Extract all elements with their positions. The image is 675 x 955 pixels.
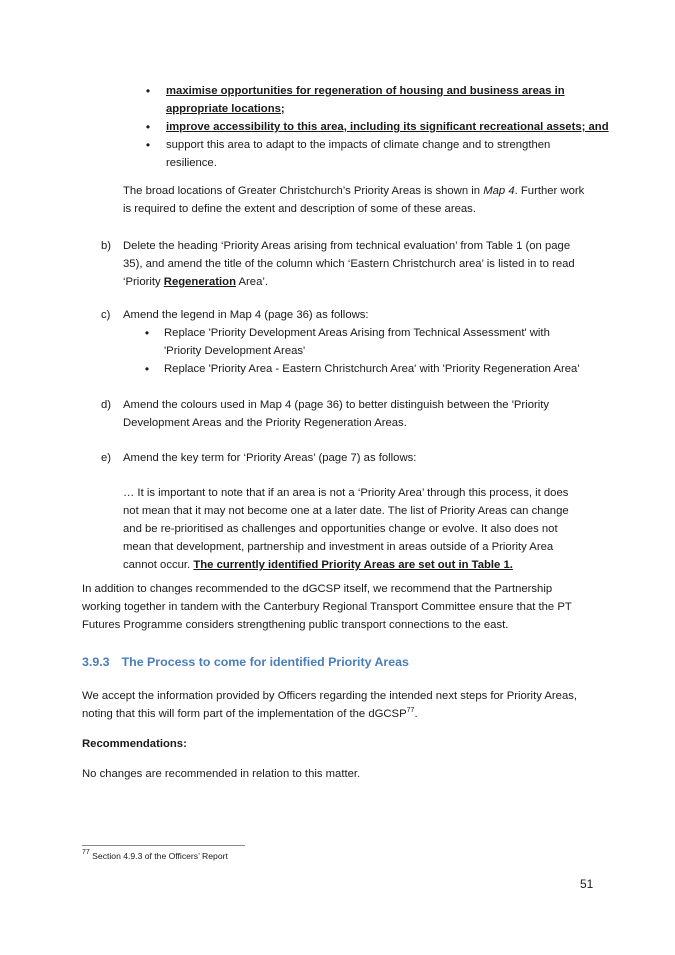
bullet-icon: • <box>145 120 151 134</box>
footnote-separator <box>82 845 245 846</box>
partnership-paragraph: In addition to changes recommended to the dGCSP itself, we recommend that the Partnership working together in tandem with the Canterbury Regional Transport Committee ensure that the PT Futures Programme considers strengthening public transport connections to the east. <box>82 583 572 631</box>
item-d-text: Amend the colours used in Map 4 (page 36) to better distinguish between the 'Priority Development Areas and the Priority Regeneration Areas. <box>123 399 550 429</box>
footnote-ref: 77 <box>406 707 415 714</box>
bullet-icon: • <box>144 362 150 376</box>
accept-paragraph: We accept the information provided by Officers regarding the intended next steps for Priority Areas, noting that this will form part of the implementation of the dGCSP$^{77}$. <box>82 690 578 720</box>
item-d-label: d) <box>101 399 112 411</box>
item-b-text: Delete the heading ‘Priority Areas arising from technical evaluation’ from Table 1 (on page 35), and amend the title of the column which ‘Eastern Christchurch area’ is listed in to read ‘Priority Regeneration Area’. <box>123 240 575 288</box>
item-b-label: b) <box>101 240 112 252</box>
item-c-text: Amend the legend in Map 4 (page 36) as follows: <box>123 309 369 321</box>
recommendations-heading: Recommendations: <box>82 738 187 750</box>
bullet-text: improve accessibility to this area, including its significant recreational assets; and <box>166 121 609 133</box>
item-c-sub1: Replace 'Priority Development Areas Arising from Technical Assessment' with 'Priority Development Areas' <box>164 327 550 357</box>
broad-locations-paragraph: The broad locations of Greater Christchurch’s Priority Areas is shown in Map 4. Further work is required to define the extent and description of some of these areas. <box>123 185 585 215</box>
footnote: $^{77}$ Section 4.9.3 of the Officers’ Report <box>82 849 228 861</box>
section-title: The Process to come for identified Priority Areas <box>121 655 409 669</box>
bullet-icon: • <box>145 138 151 152</box>
item-c-sub2: Replace 'Priority Area - Eastern Christchurch Area' with 'Priority Regeneration Area' <box>164 363 580 375</box>
page-number: 51 <box>580 877 594 891</box>
no-changes-text: No changes are recommended in relation to this matter. <box>82 768 361 780</box>
key-term-quote: … It is important to note that if an area is not a ‘Priority Area’ through this process, it does not mean that it may not become one at a later date. The list of Priority Areas can change and be re-prioritised as challenges and opportunities change or evolve. It also does not mean that development, partnership and investment in areas outside of a Priority Area cannot occur. The currently identified Priority Areas are set out in Table 1. <box>123 487 569 571</box>
bullet-icon: • <box>145 84 151 98</box>
bullet-text: maximise opportunities for regeneration of housing and business areas in appropriate locations; <box>166 85 565 115</box>
section-number: 3.9.3 <box>82 655 110 669</box>
item-e-label: e) <box>101 452 112 464</box>
section-heading <box>82 653 409 671</box>
item-e-text: Amend the key term for ‘Priority Areas’ (page 7) as follows: <box>123 452 417 464</box>
bullet-icon: • <box>144 326 150 340</box>
footnote-number: 77 <box>82 849 90 856</box>
item-c-label: c) <box>101 309 111 321</box>
bullet-text: support this area to adapt to the impacts of climate change and to strengthen resilience. <box>166 139 551 169</box>
